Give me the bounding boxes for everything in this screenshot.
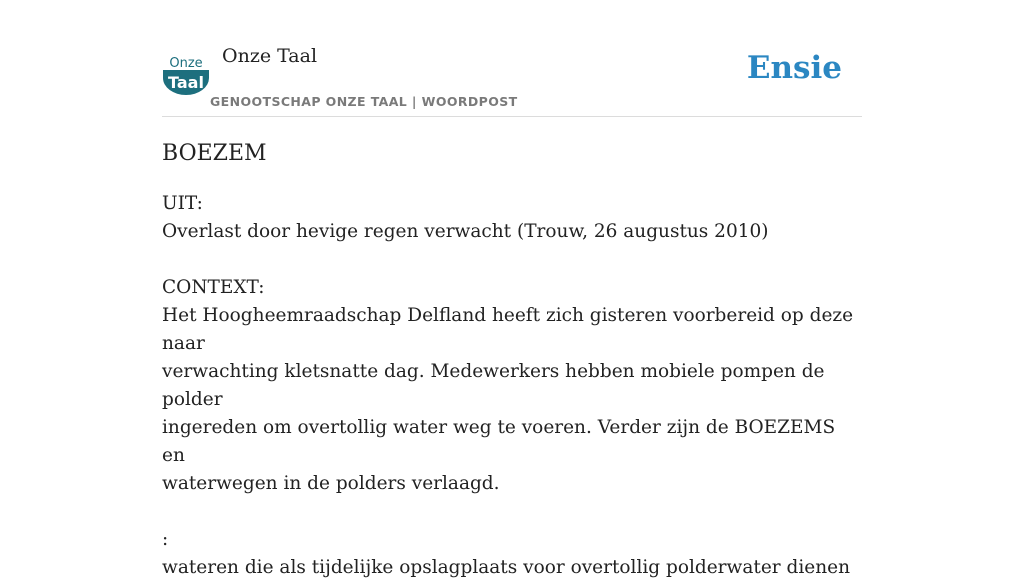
definition-label: : [162, 529, 169, 550]
organization-subtitle: GENOOTSCHAP ONZE TAAL | WOORDPOST [210, 94, 518, 109]
ensie-brand-link[interactable]: Ensie [746, 50, 842, 86]
entry-content [162, 138, 862, 582]
logo-bottom-text: Taal [168, 73, 204, 92]
onze-taal-logo[interactable] [162, 50, 210, 96]
entry-title: BOEZEM [162, 141, 267, 166]
source-label: UIT: [162, 193, 203, 214]
definition-text: wateren die als tijdelijke opslagplaats voor overtollig polderwater dienen [162, 557, 850, 578]
context-line: waterwegen in de polders verlaagd. [162, 473, 500, 494]
context-label: CONTEXT: [162, 277, 265, 298]
context-line: ingereden om overtollig water weg te voeren. Verder zijn de BOEZEMS en [162, 417, 836, 466]
spacer [162, 498, 862, 526]
context-line: Het Hoogheemraadschap Delfland heeft zich gisteren voorbereid op deze naar [162, 305, 854, 354]
site-header [162, 0, 862, 117]
organization-name[interactable]: Onze Taal [222, 45, 318, 67]
source-text: Overlast door hevige regen verwacht (Trouw, 26 augustus 2010) [162, 221, 769, 242]
logo-top-text: Onze [169, 56, 203, 71]
entry-body [162, 190, 862, 582]
context-line: verwachting kletsnatte dag. Medewerkers hebben mobiele pompen de polder [162, 361, 825, 410]
spacer [162, 246, 862, 274]
